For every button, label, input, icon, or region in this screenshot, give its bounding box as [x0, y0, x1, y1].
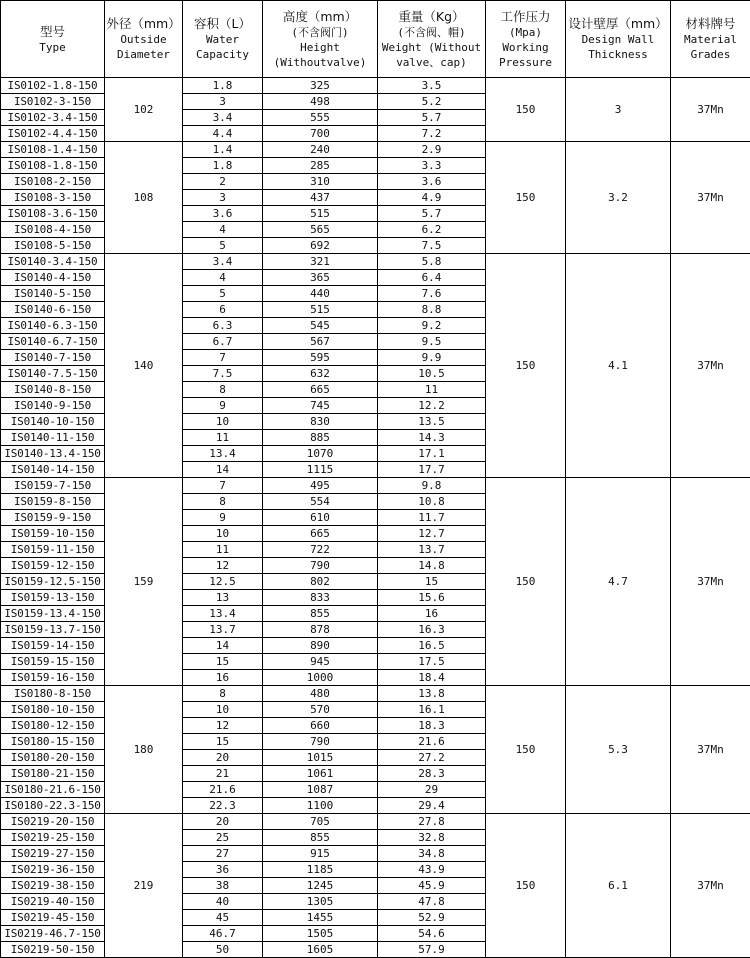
weight-cell: 57.9: [378, 942, 486, 958]
height-cell: 554: [263, 494, 378, 510]
weight-cell: 27.2: [378, 750, 486, 766]
water-capacity-cell: 13: [183, 590, 263, 606]
type-cell: IS0108-4-150: [1, 222, 105, 238]
working-pressure-cell: 150: [486, 142, 566, 254]
height-cell: 595: [263, 350, 378, 366]
water-capacity-cell: 8: [183, 382, 263, 398]
water-capacity-cell: 1.8: [183, 78, 263, 94]
water-capacity-cell: 13.7: [183, 622, 263, 638]
header-type: 型号 Type: [1, 1, 105, 78]
water-capacity-cell: 10: [183, 702, 263, 718]
material-grade-cell: 37Mn: [671, 814, 750, 958]
height-cell: 705: [263, 814, 378, 830]
height-cell: 790: [263, 558, 378, 574]
type-cell: IS0180-20-150: [1, 750, 105, 766]
type-cell: IS0108-3.6-150: [1, 206, 105, 222]
weight-cell: 12.7: [378, 526, 486, 542]
type-cell: IS0180-15-150: [1, 734, 105, 750]
weight-cell: 17.5: [378, 654, 486, 670]
weight-cell: 7.6: [378, 286, 486, 302]
type-cell: IS0108-1.4-150: [1, 142, 105, 158]
weight-cell: 3.6: [378, 174, 486, 190]
water-capacity-cell: 27: [183, 846, 263, 862]
working-pressure-cell: 150: [486, 814, 566, 958]
weight-cell: 21.6: [378, 734, 486, 750]
weight-cell: 10.8: [378, 494, 486, 510]
height-cell: 1100: [263, 798, 378, 814]
type-cell: IS0140-7-150: [1, 350, 105, 366]
height-cell: 440: [263, 286, 378, 302]
water-capacity-cell: 5: [183, 238, 263, 254]
height-cell: 285: [263, 158, 378, 174]
weight-cell: 17.7: [378, 462, 486, 478]
material-grade-cell: 37Mn: [671, 254, 750, 478]
type-cell: IS0180-12-150: [1, 718, 105, 734]
type-cell: IS0140-6.7-150: [1, 334, 105, 350]
height-cell: 1070: [263, 446, 378, 462]
water-capacity-cell: 10: [183, 414, 263, 430]
outside-diameter-cell: 180: [105, 686, 183, 814]
height-cell: 855: [263, 830, 378, 846]
outside-diameter-cell: 108: [105, 142, 183, 254]
height-cell: 1115: [263, 462, 378, 478]
type-cell: IS0159-12.5-150: [1, 574, 105, 590]
water-capacity-cell: 5: [183, 286, 263, 302]
header-water-capacity: 容积（L） Water Capacity: [183, 1, 263, 78]
weight-cell: 13.8: [378, 686, 486, 702]
water-capacity-cell: 21.6: [183, 782, 263, 798]
weight-cell: 34.8: [378, 846, 486, 862]
water-capacity-cell: 6: [183, 302, 263, 318]
table-row: [1, 478, 750, 494]
header-working-pressure: 工作压力 (Mpa) Working Pressure: [486, 1, 566, 78]
height-cell: 610: [263, 510, 378, 526]
water-capacity-cell: 14: [183, 638, 263, 654]
height-cell: 1455: [263, 910, 378, 926]
weight-cell: 4.9: [378, 190, 486, 206]
weight-cell: 29.4: [378, 798, 486, 814]
design-wall-thickness-cell: 4.7: [566, 478, 671, 686]
type-cell: IS0140-11-150: [1, 430, 105, 446]
type-cell: IS0102-1.8-150: [1, 78, 105, 94]
height-cell: 321: [263, 254, 378, 270]
water-capacity-cell: 6.3: [183, 318, 263, 334]
height-cell: 660: [263, 718, 378, 734]
water-capacity-cell: 20: [183, 750, 263, 766]
water-capacity-cell: 12: [183, 558, 263, 574]
height-cell: 545: [263, 318, 378, 334]
water-capacity-cell: 40: [183, 894, 263, 910]
weight-cell: 17.1: [378, 446, 486, 462]
height-cell: 1505: [263, 926, 378, 942]
type-cell: IS0140-7.5-150: [1, 366, 105, 382]
height-cell: 632: [263, 366, 378, 382]
water-capacity-cell: 4.4: [183, 126, 263, 142]
type-cell: IS0159-13.4-150: [1, 606, 105, 622]
height-cell: 495: [263, 478, 378, 494]
water-capacity-cell: 25: [183, 830, 263, 846]
height-cell: 665: [263, 382, 378, 398]
weight-cell: 13.5: [378, 414, 486, 430]
type-cell: IS0102-4.4-150: [1, 126, 105, 142]
weight-cell: 32.8: [378, 830, 486, 846]
working-pressure-cell: 150: [486, 478, 566, 686]
height-cell: 692: [263, 238, 378, 254]
height-cell: 790: [263, 734, 378, 750]
type-cell: IS0108-2-150: [1, 174, 105, 190]
weight-cell: 18.3: [378, 718, 486, 734]
water-capacity-cell: 3: [183, 190, 263, 206]
outside-diameter-cell: 159: [105, 478, 183, 686]
type-cell: IS0159-12-150: [1, 558, 105, 574]
height-cell: 878: [263, 622, 378, 638]
type-cell: IS0219-25-150: [1, 830, 105, 846]
table-row: [1, 142, 750, 158]
height-cell: 1185: [263, 862, 378, 878]
type-cell: IS0159-7-150: [1, 478, 105, 494]
weight-cell: 6.4: [378, 270, 486, 286]
design-wall-thickness-cell: 3: [566, 78, 671, 142]
type-cell: IS0219-36-150: [1, 862, 105, 878]
working-pressure-cell: 150: [486, 686, 566, 814]
water-capacity-cell: 14: [183, 462, 263, 478]
type-cell: IS0159-8-150: [1, 494, 105, 510]
height-cell: 1305: [263, 894, 378, 910]
outside-diameter-cell: 140: [105, 254, 183, 478]
water-capacity-cell: 1.8: [183, 158, 263, 174]
type-cell: IS0140-10-150: [1, 414, 105, 430]
type-cell: IS0159-9-150: [1, 510, 105, 526]
weight-cell: 3.5: [378, 78, 486, 94]
material-grade-cell: 37Mn: [671, 686, 750, 814]
height-cell: 1000: [263, 670, 378, 686]
height-cell: 830: [263, 414, 378, 430]
water-capacity-cell: 3.6: [183, 206, 263, 222]
outside-diameter-cell: 102: [105, 78, 183, 142]
type-cell: IS0140-5-150: [1, 286, 105, 302]
type-cell: IS0140-6-150: [1, 302, 105, 318]
type-cell: IS0219-20-150: [1, 814, 105, 830]
water-capacity-cell: 9: [183, 398, 263, 414]
weight-cell: 54.6: [378, 926, 486, 942]
type-cell: IS0159-15-150: [1, 654, 105, 670]
water-capacity-cell: 20: [183, 814, 263, 830]
water-capacity-cell: 7.5: [183, 366, 263, 382]
height-cell: 1605: [263, 942, 378, 958]
header-design-wall-thickness: 设计壁厚（mm） Design Wall Thickness: [566, 1, 671, 78]
weight-cell: 9.8: [378, 478, 486, 494]
water-capacity-cell: 4: [183, 270, 263, 286]
weight-cell: 14.8: [378, 558, 486, 574]
water-capacity-cell: 12.5: [183, 574, 263, 590]
weight-cell: 15: [378, 574, 486, 590]
height-cell: 437: [263, 190, 378, 206]
type-cell: IS0180-10-150: [1, 702, 105, 718]
weight-cell: 45.9: [378, 878, 486, 894]
weight-cell: 29: [378, 782, 486, 798]
weight-cell: 18.4: [378, 670, 486, 686]
weight-cell: 8.8: [378, 302, 486, 318]
height-cell: 1087: [263, 782, 378, 798]
material-grade-cell: 37Mn: [671, 78, 750, 142]
height-cell: 890: [263, 638, 378, 654]
height-cell: 665: [263, 526, 378, 542]
height-cell: 885: [263, 430, 378, 446]
type-cell: IS0108-3-150: [1, 190, 105, 206]
working-pressure-cell: 150: [486, 254, 566, 478]
table-header: [1, 1, 750, 78]
weight-cell: 5.2: [378, 94, 486, 110]
water-capacity-cell: 8: [183, 686, 263, 702]
type-cell: IS0140-9-150: [1, 398, 105, 414]
weight-cell: 11: [378, 382, 486, 398]
height-cell: 700: [263, 126, 378, 142]
outside-diameter-cell: 219: [105, 814, 183, 958]
water-capacity-cell: 2: [183, 174, 263, 190]
height-cell: 802: [263, 574, 378, 590]
type-cell: IS0219-50-150: [1, 942, 105, 958]
table-row: [1, 78, 750, 94]
weight-cell: 16: [378, 606, 486, 622]
type-cell: IS0159-10-150: [1, 526, 105, 542]
weight-cell: 9.5: [378, 334, 486, 350]
water-capacity-cell: 46.7: [183, 926, 263, 942]
type-cell: IS0102-3-150: [1, 94, 105, 110]
water-capacity-cell: 38: [183, 878, 263, 894]
type-cell: IS0140-14-150: [1, 462, 105, 478]
water-capacity-cell: 22.3: [183, 798, 263, 814]
weight-cell: 3.3: [378, 158, 486, 174]
height-cell: 480: [263, 686, 378, 702]
weight-cell: 16.5: [378, 638, 486, 654]
height-cell: 855: [263, 606, 378, 622]
weight-cell: 2.9: [378, 142, 486, 158]
type-cell: IS0108-1.8-150: [1, 158, 105, 174]
table-row: [1, 686, 750, 702]
weight-cell: 28.3: [378, 766, 486, 782]
type-cell: IS0140-6.3-150: [1, 318, 105, 334]
height-cell: 325: [263, 78, 378, 94]
height-cell: 310: [263, 174, 378, 190]
water-capacity-cell: 7: [183, 478, 263, 494]
type-cell: IS0159-16-150: [1, 670, 105, 686]
water-capacity-cell: 6.7: [183, 334, 263, 350]
weight-cell: 43.9: [378, 862, 486, 878]
type-cell: IS0219-45-150: [1, 910, 105, 926]
height-cell: 555: [263, 110, 378, 126]
type-cell: IS0219-46.7-150: [1, 926, 105, 942]
type-cell: IS0159-13.7-150: [1, 622, 105, 638]
table-row: [1, 814, 750, 830]
height-cell: 1061: [263, 766, 378, 782]
type-cell: IS0180-22.3-150: [1, 798, 105, 814]
weight-cell: 5.8: [378, 254, 486, 270]
header-row: [1, 1, 750, 78]
weight-cell: 7.2: [378, 126, 486, 142]
water-capacity-cell: 16: [183, 670, 263, 686]
weight-cell: 9.2: [378, 318, 486, 334]
weight-cell: 47.8: [378, 894, 486, 910]
type-cell: IS0108-5-150: [1, 238, 105, 254]
type-cell: IS0140-3.4-150: [1, 254, 105, 270]
type-cell: IS0180-21.6-150: [1, 782, 105, 798]
water-capacity-cell: 36: [183, 862, 263, 878]
height-cell: 722: [263, 542, 378, 558]
water-capacity-cell: 10: [183, 526, 263, 542]
height-cell: 515: [263, 206, 378, 222]
water-capacity-cell: 1.4: [183, 142, 263, 158]
material-grade-cell: 37Mn: [671, 142, 750, 254]
water-capacity-cell: 13.4: [183, 446, 263, 462]
design-wall-thickness-cell: 6.1: [566, 814, 671, 958]
height-cell: 833: [263, 590, 378, 606]
design-wall-thickness-cell: 4.1: [566, 254, 671, 478]
weight-cell: 5.7: [378, 206, 486, 222]
water-capacity-cell: 21: [183, 766, 263, 782]
material-grade-cell: 37Mn: [671, 478, 750, 686]
height-cell: 1245: [263, 878, 378, 894]
type-cell: IS0219-27-150: [1, 846, 105, 862]
type-cell: IS0219-38-150: [1, 878, 105, 894]
type-cell: IS0140-4-150: [1, 270, 105, 286]
water-capacity-cell: 4: [183, 222, 263, 238]
water-capacity-cell: 15: [183, 654, 263, 670]
table-row: [1, 254, 750, 270]
water-capacity-cell: 50: [183, 942, 263, 958]
height-cell: 240: [263, 142, 378, 158]
header-outside-diameter: 外径（mm） Outside Diameter: [105, 1, 183, 78]
water-capacity-cell: 11: [183, 542, 263, 558]
weight-cell: 12.2: [378, 398, 486, 414]
header-weight: 重量（Kg） (不含阀、帽) Weight (Without valve、cap): [378, 1, 486, 78]
height-cell: 567: [263, 334, 378, 350]
water-capacity-cell: 45: [183, 910, 263, 926]
weight-cell: 5.7: [378, 110, 486, 126]
water-capacity-cell: 8: [183, 494, 263, 510]
water-capacity-cell: 3.4: [183, 254, 263, 270]
type-cell: IS0159-13-150: [1, 590, 105, 606]
weight-cell: 9.9: [378, 350, 486, 366]
height-cell: 915: [263, 846, 378, 862]
water-capacity-cell: 7: [183, 350, 263, 366]
weight-cell: 11.7: [378, 510, 486, 526]
design-wall-thickness-cell: 5.3: [566, 686, 671, 814]
weight-cell: 52.9: [378, 910, 486, 926]
height-cell: 1015: [263, 750, 378, 766]
height-cell: 498: [263, 94, 378, 110]
height-cell: 515: [263, 302, 378, 318]
type-cell: IS0140-8-150: [1, 382, 105, 398]
type-cell: IS0140-13.4-150: [1, 446, 105, 462]
water-capacity-cell: 12: [183, 718, 263, 734]
height-cell: 570: [263, 702, 378, 718]
weight-cell: 16.1: [378, 702, 486, 718]
type-cell: IS0219-40-150: [1, 894, 105, 910]
weight-cell: 14.3: [378, 430, 486, 446]
weight-cell: 13.7: [378, 542, 486, 558]
table-body: [1, 78, 750, 958]
water-capacity-cell: 13.4: [183, 606, 263, 622]
height-cell: 945: [263, 654, 378, 670]
weight-cell: 6.2: [378, 222, 486, 238]
weight-cell: 7.5: [378, 238, 486, 254]
water-capacity-cell: 11: [183, 430, 263, 446]
working-pressure-cell: 150: [486, 78, 566, 142]
weight-cell: 27.8: [378, 814, 486, 830]
type-cell: IS0159-11-150: [1, 542, 105, 558]
design-wall-thickness-cell: 3.2: [566, 142, 671, 254]
water-capacity-cell: 3.4: [183, 110, 263, 126]
water-capacity-cell: 9: [183, 510, 263, 526]
water-capacity-cell: 15: [183, 734, 263, 750]
height-cell: 365: [263, 270, 378, 286]
height-cell: 745: [263, 398, 378, 414]
weight-cell: 15.6: [378, 590, 486, 606]
header-material-grades: 材料牌号 Material Grades: [671, 1, 750, 78]
type-cell: IS0180-21-150: [1, 766, 105, 782]
header-height: 高度（mm） (不含阀门) Height (Withoutvalve): [263, 1, 378, 78]
height-cell: 565: [263, 222, 378, 238]
water-capacity-cell: 3: [183, 94, 263, 110]
type-cell: IS0159-14-150: [1, 638, 105, 654]
type-cell: IS0102-3.4-150: [1, 110, 105, 126]
type-cell: IS0180-8-150: [1, 686, 105, 702]
weight-cell: 16.3: [378, 622, 486, 638]
weight-cell: 10.5: [378, 366, 486, 382]
